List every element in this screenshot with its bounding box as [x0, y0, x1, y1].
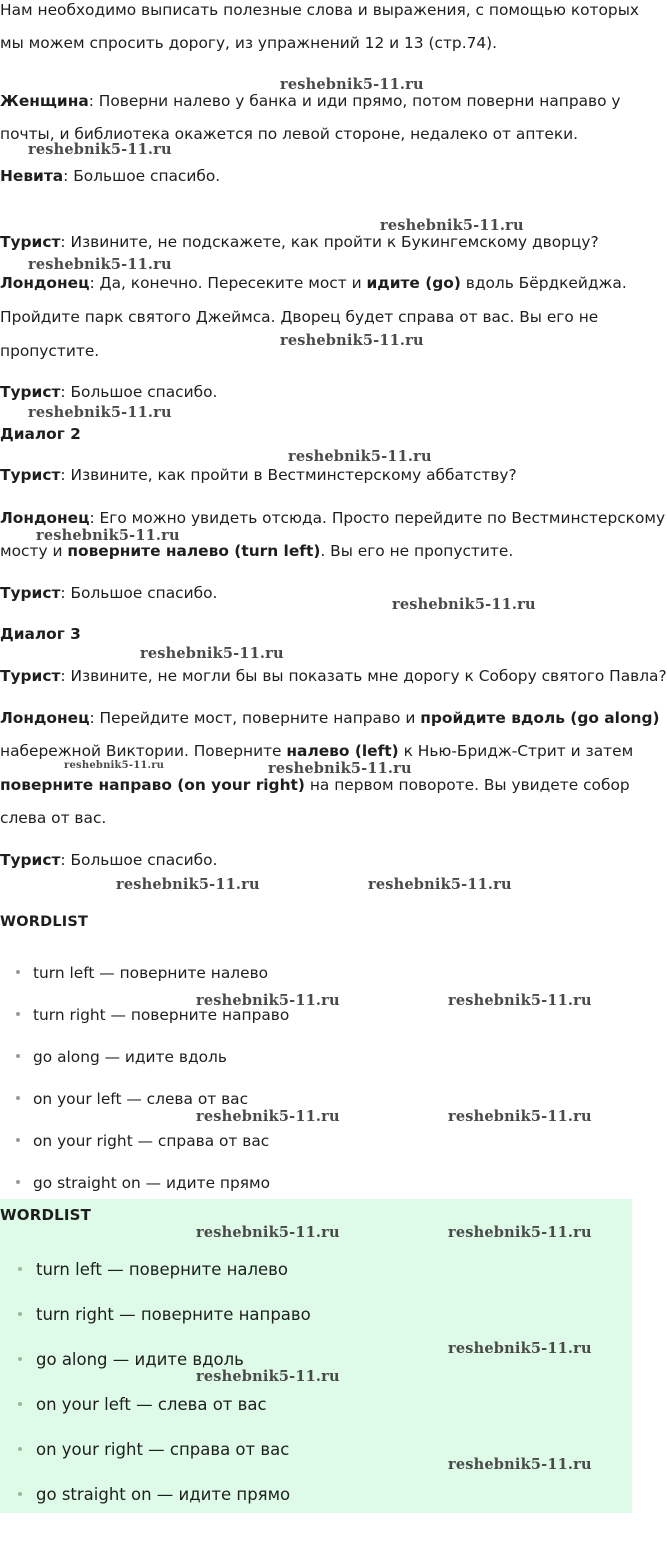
dialog1-tourist-reply: Турист: Большое спасибо. [0, 383, 218, 401]
watermark: reshebnik5-11.ru [28, 404, 172, 421]
bullet-icon [18, 1447, 22, 1451]
list-item: turn right — поверните направо [18, 1305, 311, 1325]
watermark: reshebnik5-11.ru [196, 992, 340, 1009]
list-item: on your left — слева от вас [16, 1089, 248, 1109]
dialog2-tourist-line: Турист: Извините, как пройти в Вестминстерскому аббатству? [0, 466, 517, 484]
list-item: go straight on — идите прямо [18, 1485, 290, 1505]
list-item: turn right — поверните направо [16, 1005, 289, 1025]
watermark: reshebnik5-11.ru [268, 760, 412, 777]
speaker-tourist: Турист [0, 584, 61, 602]
speaker-nevita: Невита [0, 167, 64, 185]
watermark: reshebnik5-11.ru [448, 992, 592, 1009]
list-item: go straight on — идите прямо [16, 1173, 270, 1193]
bullet-icon [18, 1267, 22, 1271]
list-item: turn left — поверните налево [16, 963, 268, 983]
bullet-icon [16, 970, 20, 974]
watermark: reshebnik5-11.ru [280, 76, 424, 93]
wordlist-title: WORDLIST [0, 914, 89, 930]
dialog2-title: Диалог 2 [0, 425, 81, 443]
speaker-londoner: Лондонец [0, 274, 90, 292]
watermark: reshebnik5-11.ru [28, 256, 172, 273]
bullet-icon [16, 1138, 20, 1142]
intro-line-1: Нам необходимо выписать полезные слова и выражения, с помощью которых [0, 1, 639, 19]
list-item: on your right — справа от вас [18, 1440, 289, 1460]
list-item: on your left — слева от вас [18, 1395, 267, 1415]
dialog1-nevita-line: Невита: Большое спасибо. [0, 167, 221, 185]
dialog3-londoner-line-4: слева от вас. [0, 809, 107, 827]
dialog3-londoner-line: Лондонец: Перейдите мост, поверните направо и пройдите вдоль (go along) [0, 709, 660, 727]
dialog2-londoner-line-2: мосту и поверните налево (turn left). Вы его не пропустите. [0, 542, 514, 560]
watermark: reshebnik5-11.ru [448, 1108, 592, 1125]
watermark: reshebnik5-11.ru [368, 876, 512, 893]
list-item: on your right — справа от вас [16, 1131, 269, 1151]
bullet-icon [16, 1012, 20, 1016]
watermark: reshebnik5-11.ru [64, 760, 165, 771]
dialog1-woman-line-2: почты, и библиотека окажется по левой стороне, недалеко от аптеки. [0, 125, 579, 143]
speaker-tourist: Турист [0, 466, 61, 484]
watermark: reshebnik5-11.ru [28, 141, 172, 158]
watermark: reshebnik5-11.ru [280, 332, 424, 349]
dialog3-title: Диалог 3 [0, 625, 81, 643]
list-item: go along — идите вдоль [18, 1350, 244, 1370]
watermark: reshebnik5-11.ru [392, 596, 536, 613]
dialog1-tourist-line: Турист: Извините, не подскажете, как пройти к Букингемскому дворцу? [0, 233, 599, 251]
speaker-londoner: Лондонец [0, 509, 90, 527]
speaker-tourist: Турист [0, 233, 61, 251]
dialog2-londoner-line: Лондонец: Его можно увидеть отсюда. Просто перейдите по Вестминстерскому [0, 509, 666, 527]
bullet-icon [16, 1096, 20, 1100]
speaker-tourist: Турист [0, 667, 61, 685]
list-item: go along — идите вдоль [16, 1047, 227, 1067]
dialog1-londoner-line: Лондонец: Да, конечно. Пересеките мост и идите (go) вдоль Бёрдкейджа. [0, 274, 627, 292]
dialog3-londoner-line-2: набережной Виктории. Поверните налево (left) к Нью-Бридж-Стрит и затем [0, 742, 634, 760]
watermark: reshebnik5-11.ru [116, 876, 260, 893]
watermark: reshebnik5-11.ru [448, 1340, 592, 1357]
watermark: reshebnik5-11.ru [196, 1108, 340, 1125]
list-item: turn left — поверните налево [18, 1260, 288, 1280]
speaker-londoner: Лондонец [0, 709, 90, 727]
dialog1-londoner-line-3: пропустите. [0, 342, 100, 360]
speaker-woman: Женщина [0, 92, 89, 110]
dialog3-tourist-reply: Турист: Большое спасибо. [0, 851, 218, 869]
bullet-icon [18, 1312, 22, 1316]
speaker-tourist: Турист [0, 851, 61, 869]
bullet-icon [18, 1357, 22, 1361]
watermark: reshebnik5-11.ru [448, 1456, 592, 1473]
bullet-icon [18, 1492, 22, 1496]
dialog3-tourist-line: Турист: Извините, не могли бы вы показать мне дорогу к Собору святого Павла? [0, 667, 667, 685]
dialog2-tourist-reply: Турист: Большое спасибо. [0, 584, 218, 602]
dialog1-londoner-line-2: Пройдите парк святого Джеймса. Дворец будет справа от вас. Вы его не [0, 308, 599, 326]
watermark: reshebnik5-11.ru [380, 217, 524, 234]
watermark: reshebnik5-11.ru [288, 448, 432, 465]
watermark: reshebnik5-11.ru [140, 645, 284, 662]
bullet-icon [18, 1402, 22, 1406]
bullet-icon [16, 1054, 20, 1058]
watermark: reshebnik5-11.ru [196, 1368, 340, 1385]
speaker-tourist: Турист [0, 383, 61, 401]
watermark: reshebnik5-11.ru [448, 1224, 592, 1241]
watermark: reshebnik5-11.ru [196, 1224, 340, 1241]
bullet-icon [16, 1180, 20, 1184]
watermark: reshebnik5-11.ru [36, 527, 180, 544]
dialog3-londoner-line-3: поверните направо (on your right) на первом повороте. Вы увидете собор [0, 776, 630, 794]
wordlist-green-title: WORDLIST [0, 1206, 92, 1224]
intro-line-2: мы можем спросить дорогу, из упражнений 12 и 13 (стр.74). [0, 34, 498, 52]
dialog1-woman-line: Женщина: Поверни налево у банка и иди прямо, потом поверни направо у [0, 92, 621, 110]
